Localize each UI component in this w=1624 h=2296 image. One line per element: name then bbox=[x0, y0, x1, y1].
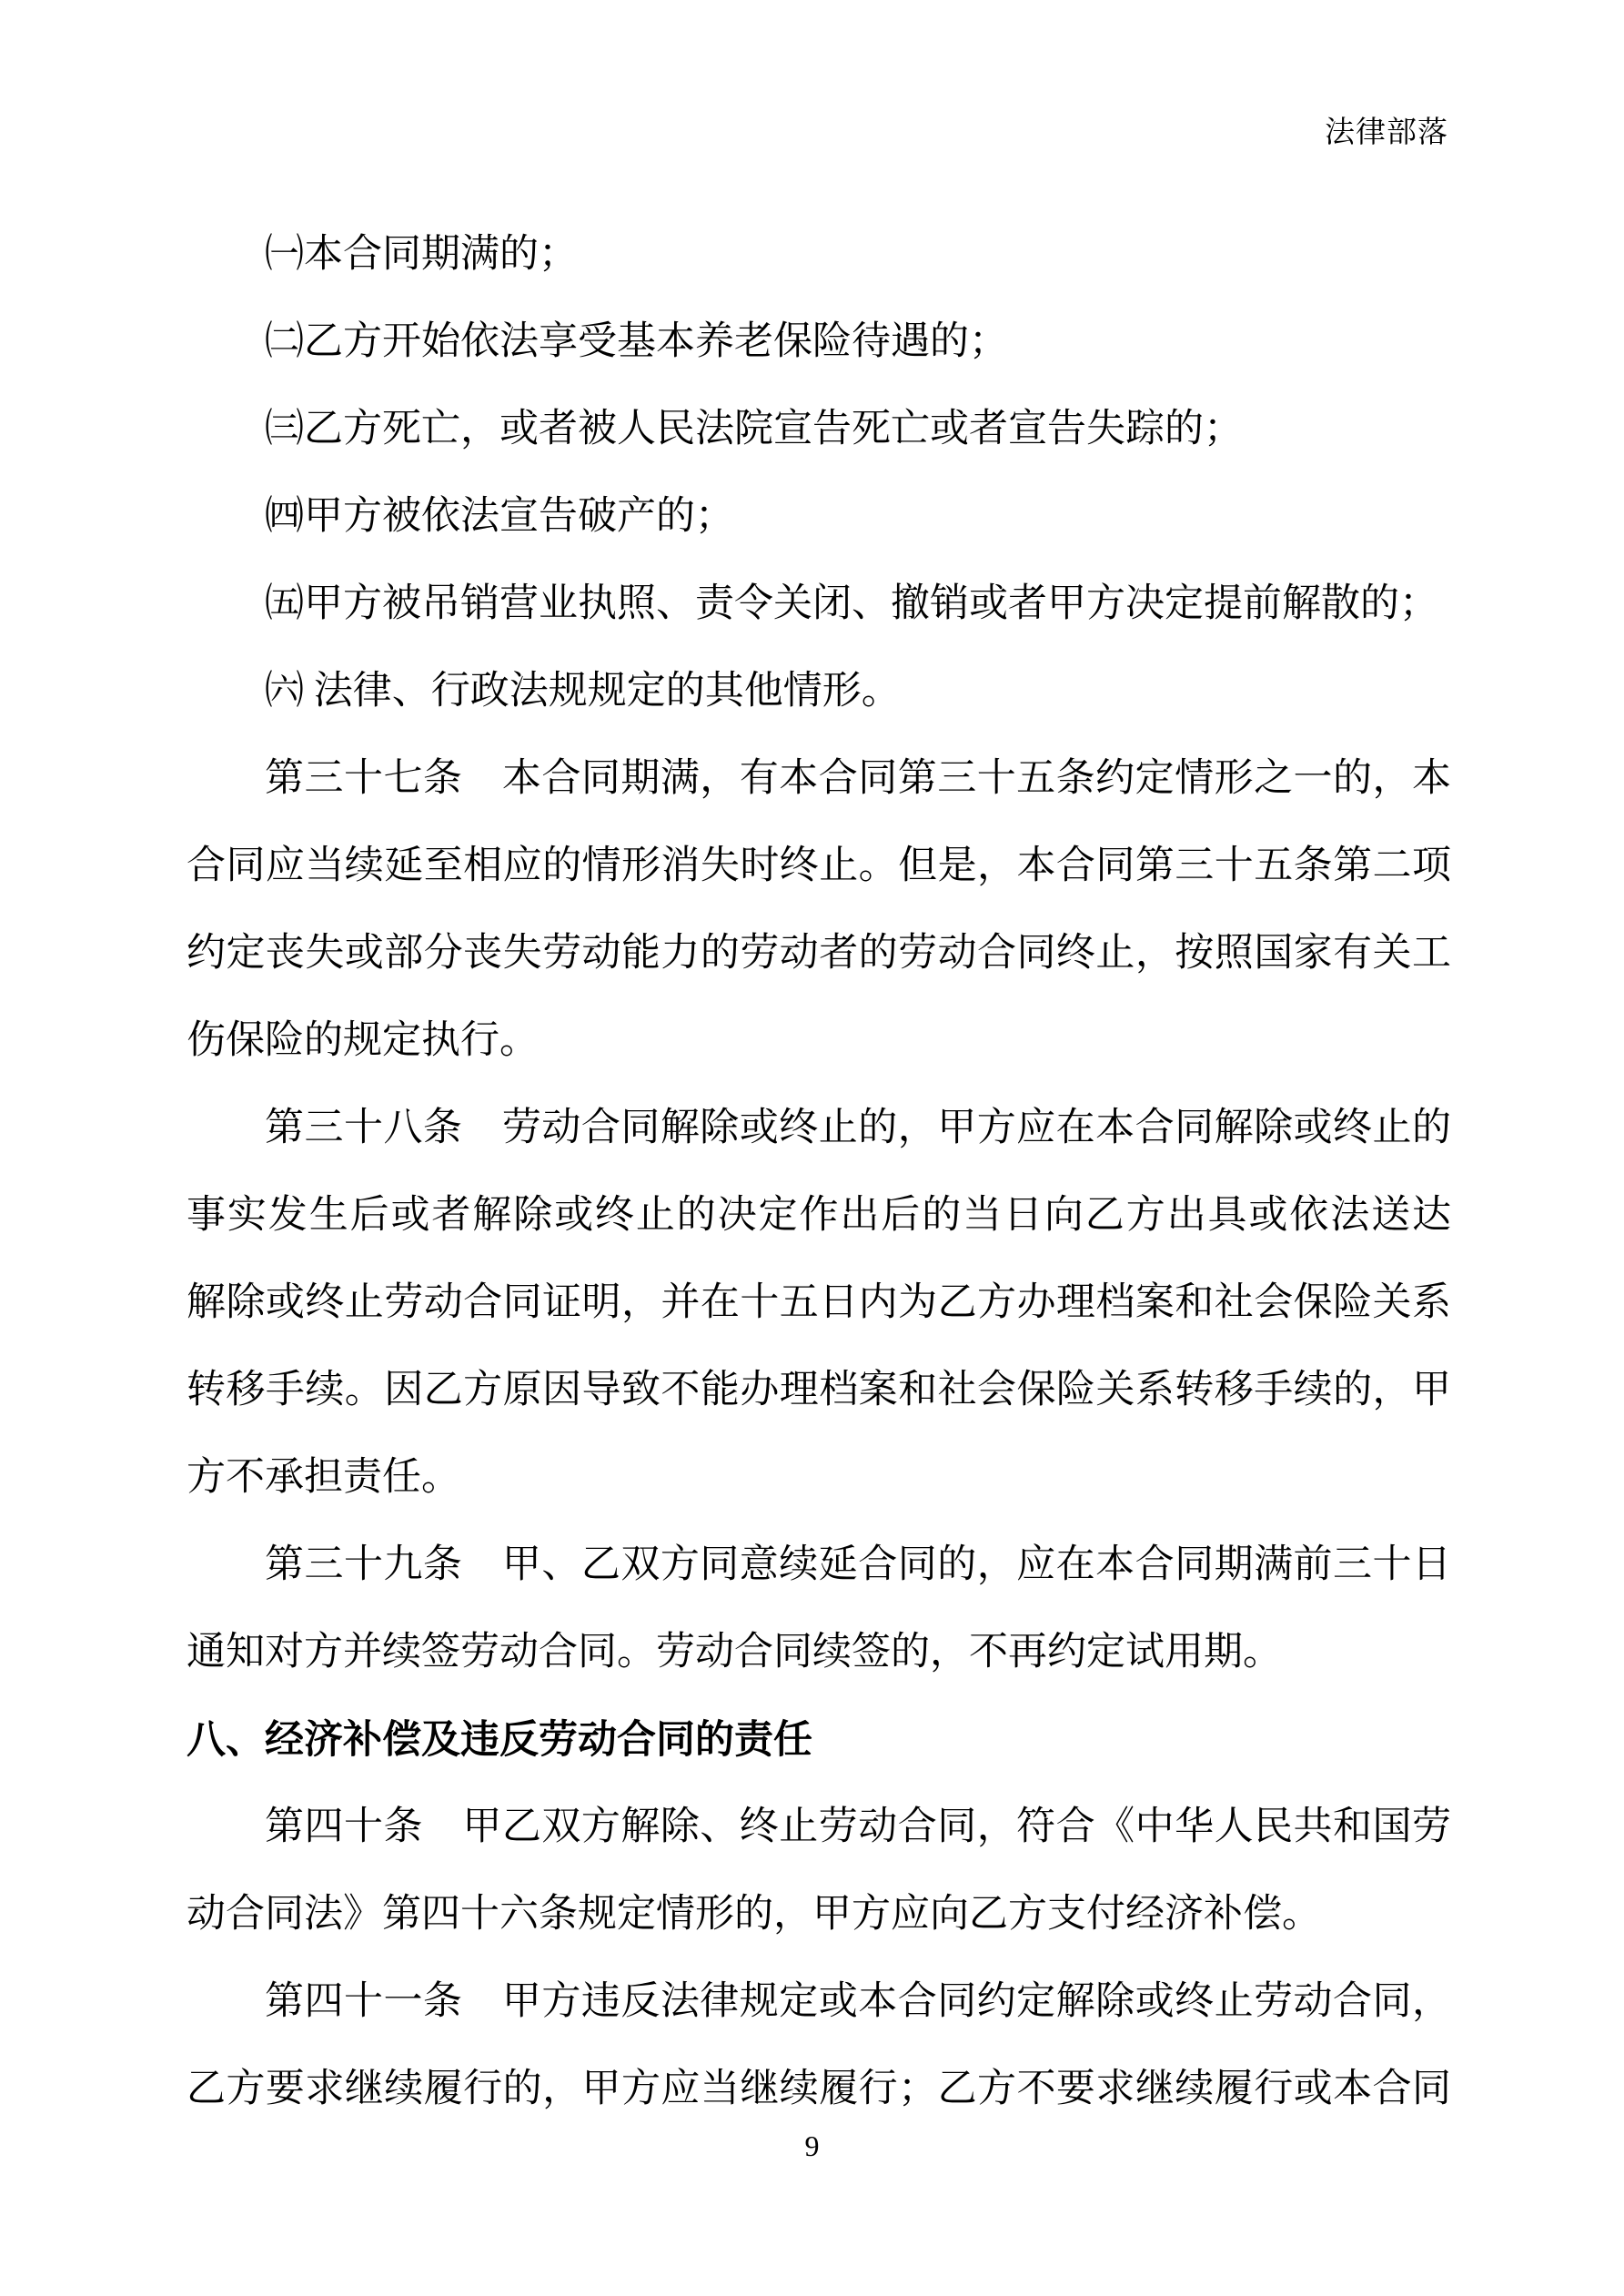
list-item bbox=[187, 648, 1451, 735]
text-line: 动合同法》第四十六条规定情形的，甲方应向乙方支付经济补偿。 bbox=[187, 1893, 1321, 1936]
paragraph bbox=[187, 1085, 1451, 1522]
list-item bbox=[187, 386, 1451, 473]
paragraph bbox=[187, 1522, 1451, 1696]
list-item bbox=[187, 211, 1451, 298]
text-line: ㈤甲方被吊销营业执照、责令关闭、撤销或者甲方决定提前解散的； bbox=[265, 582, 1438, 625]
text-line: 八、经济补偿及违反劳动合同的责任 bbox=[187, 1718, 812, 1762]
text-line: ㈥ 法律、行政法规规定的其他情形。 bbox=[265, 670, 901, 713]
text-line: ㈢乙方死亡，或者被人民法院宣告死亡或者宣告失踪的； bbox=[265, 408, 1243, 450]
text-line: 合同应当续延至相应的情形消失时终止。但是，本合同第三十五条第二项 bbox=[187, 845, 1451, 887]
text-line: 第四十条 甲乙双方解除、终止劳动合同，符合《中华人民共和国劳 bbox=[265, 1805, 1451, 1848]
text-line: 解除或终止劳动合同证明，并在十五日内为乙方办理档案和社会保险关系 bbox=[187, 1281, 1451, 1324]
text-line: 第三十七条 本合同期满，有本合同第三十五条约定情形之一的，本 bbox=[265, 757, 1451, 800]
text-line: 通知对方并续签劳动合同。劳动合同续签的，不再约定试用期。 bbox=[187, 1631, 1282, 1674]
text-line: ㈡乙方开始依法享受基本养老保险待遇的； bbox=[265, 320, 1008, 363]
list-item bbox=[187, 473, 1451, 561]
list-item bbox=[187, 298, 1451, 386]
text-line: 转移手续。因乙方原因导致不能办理档案和社会保险关系转移手续的，甲 bbox=[187, 1369, 1451, 1411]
list-item bbox=[187, 561, 1451, 648]
text-line: 第三十八条 劳动合同解除或终止的，甲方应在本合同解除或终止的 bbox=[265, 1107, 1451, 1149]
watermark-brand: 法律部落 bbox=[1325, 116, 1448, 149]
text-line: 伤保险的规定执行。 bbox=[187, 1019, 539, 1062]
text-line: ㈠本合同期满的； bbox=[265, 233, 578, 276]
text-line: 方不承担责任。 bbox=[187, 1456, 460, 1499]
page-number: 9 bbox=[804, 2129, 820, 2162]
paragraph bbox=[187, 735, 1451, 1085]
text-line: 乙方要求继续履行的，甲方应当继续履行；乙方不要求继续履行或本合同 bbox=[187, 2068, 1451, 2110]
text-line: 第四十一条 甲方违反法律规定或本合同约定解除或终止劳动合同， bbox=[265, 1980, 1451, 2023]
text-line: 第三十九条 甲、乙双方同意续延合同的，应在本合同期满前三十日 bbox=[265, 1543, 1451, 1586]
paragraph bbox=[187, 1958, 1451, 2133]
document-body bbox=[187, 211, 1451, 2133]
text-line: 事实发生后或者解除或终止的决定作出后的当日向乙方出具或依法送达 bbox=[187, 1194, 1451, 1237]
section-heading bbox=[187, 1696, 1451, 1784]
text-line: 约定丧失或部分丧失劳动能力的劳动者的劳动合同终止，按照国家有关工 bbox=[187, 932, 1451, 975]
paragraph bbox=[187, 1784, 1451, 1958]
text-line: ㈣甲方被依法宣告破产的； bbox=[265, 495, 734, 538]
